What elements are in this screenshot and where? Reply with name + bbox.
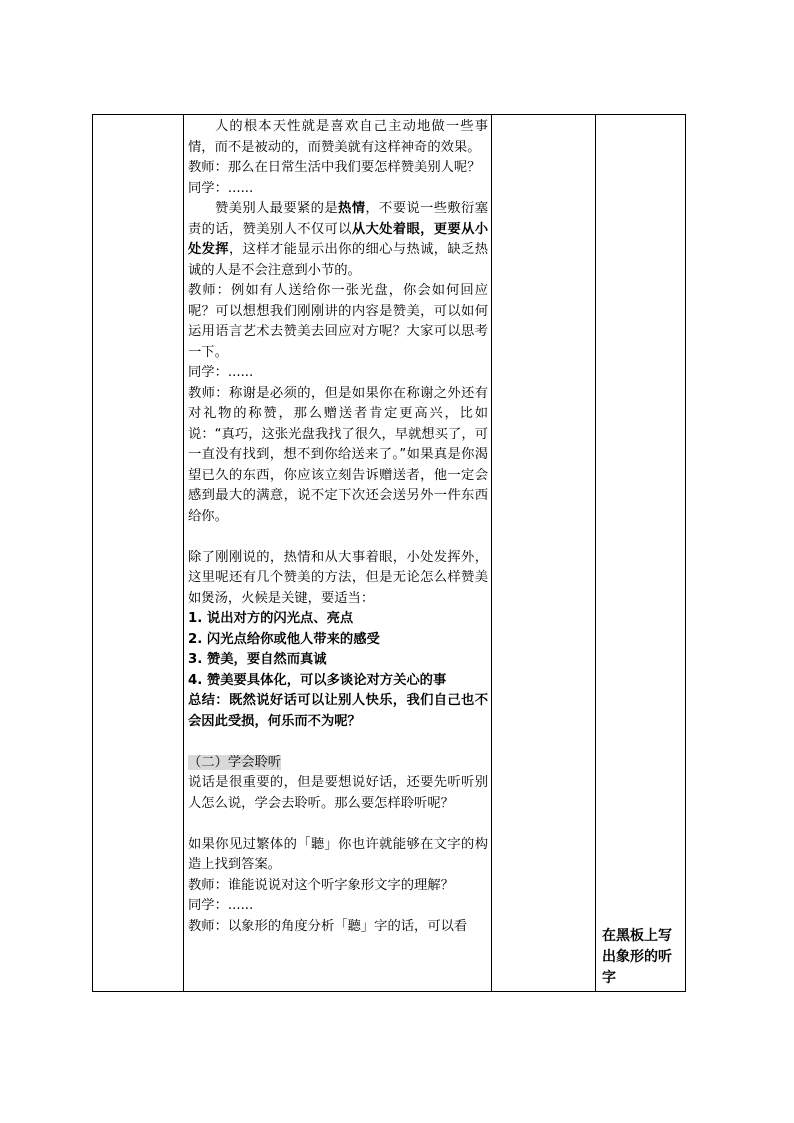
method-item: 3. 赞美，要自然而真诚 (188, 652, 327, 667)
blackboard-note: 在黑板上写出象形的听字 (602, 928, 672, 986)
lesson-plan-table (92, 114, 686, 992)
teacher-example: 教师：例如有人送给你一张光盘，你会如何回应呢？可以想想我们刚刚讲的内容是赞美，可以如何运用语言艺术去赞美去回应对方呢？大家可以思考一下。 (188, 283, 488, 360)
paragraph-listening: 说话是很重要的，但是要想说好话，还要先听听别人怎么说，学会去聆听。那么要怎样聆听呢？ (188, 775, 488, 811)
notes-cell (596, 115, 686, 992)
paragraph-character: 如果你见过繁体的「聽」你也许就能够在文字的构造上找到答案。 (188, 836, 488, 872)
student-answer: 同学：...... (188, 898, 254, 913)
teacher-analysis: 教师：以象形的角度分析「聽」字的话，可以看 (188, 918, 468, 934)
paragraph-praise-method: 赞美别人最要紧的是热情，不要说一些敷衍塞责的话，赞美别人不仅可以从大处着眼，更要从小处发挥，这样才能显示出你的细心与热诚，缺乏热诚的人是不会注意到小节的。 (188, 201, 489, 278)
teaching-content-cell (184, 115, 492, 992)
paragraph-nature: 人的根本天性就是喜欢自己主动地做一些事情，而不是被动的，而赞美就有这样神奇的效果。 (188, 119, 488, 155)
teacher-question: 教师：谁能说说对这个听字象形文字的理解？ (188, 877, 454, 893)
teacher-explanation: 教师：称谢是必须的，但是如果你在称谢之外还有对礼物的称赞，那么赠送者肯定更高兴，比如说：“真巧，这张光盘我找了很久，早就想买了，可一直没有找到，想不到你给送来了。”如果真是你渴望已久的东西，你应该立刻告诉赠送者，他一定会感到最大的满意，说不定下次还会送另外一件东西给你。 (188, 385, 488, 524)
teacher-question: 教师：那么在日常生活中我们要怎样赞美别人呢？ (188, 160, 481, 175)
student-answer: 同学：...... (188, 365, 254, 380)
blank-middle-cell (492, 115, 596, 992)
blank-left-cell (93, 115, 184, 992)
method-item: 2. 闪光点给你或他人带来的感受 (188, 631, 380, 647)
paragraph-methods-intro: 除了刚刚说的，热情和从大事着眼，小处发挥外，这里呢还有几个赞美的方法，但是无论怎么样赞美如煲汤，火候是关键，要适当： (188, 549, 488, 606)
method-item: 1. 说出对方的闪光点、亮点 (188, 611, 354, 626)
student-answer: 同学：...... (188, 180, 254, 196)
summary: 总结：既然说好话可以让别人快乐，我们自己也不会因此受损，何乐而不为呢？ (188, 693, 488, 729)
method-item: 4. 赞美要具体化，可以多谈论对方关心的事 (188, 672, 447, 688)
section-heading: （二）学会聆听 (188, 754, 282, 770)
